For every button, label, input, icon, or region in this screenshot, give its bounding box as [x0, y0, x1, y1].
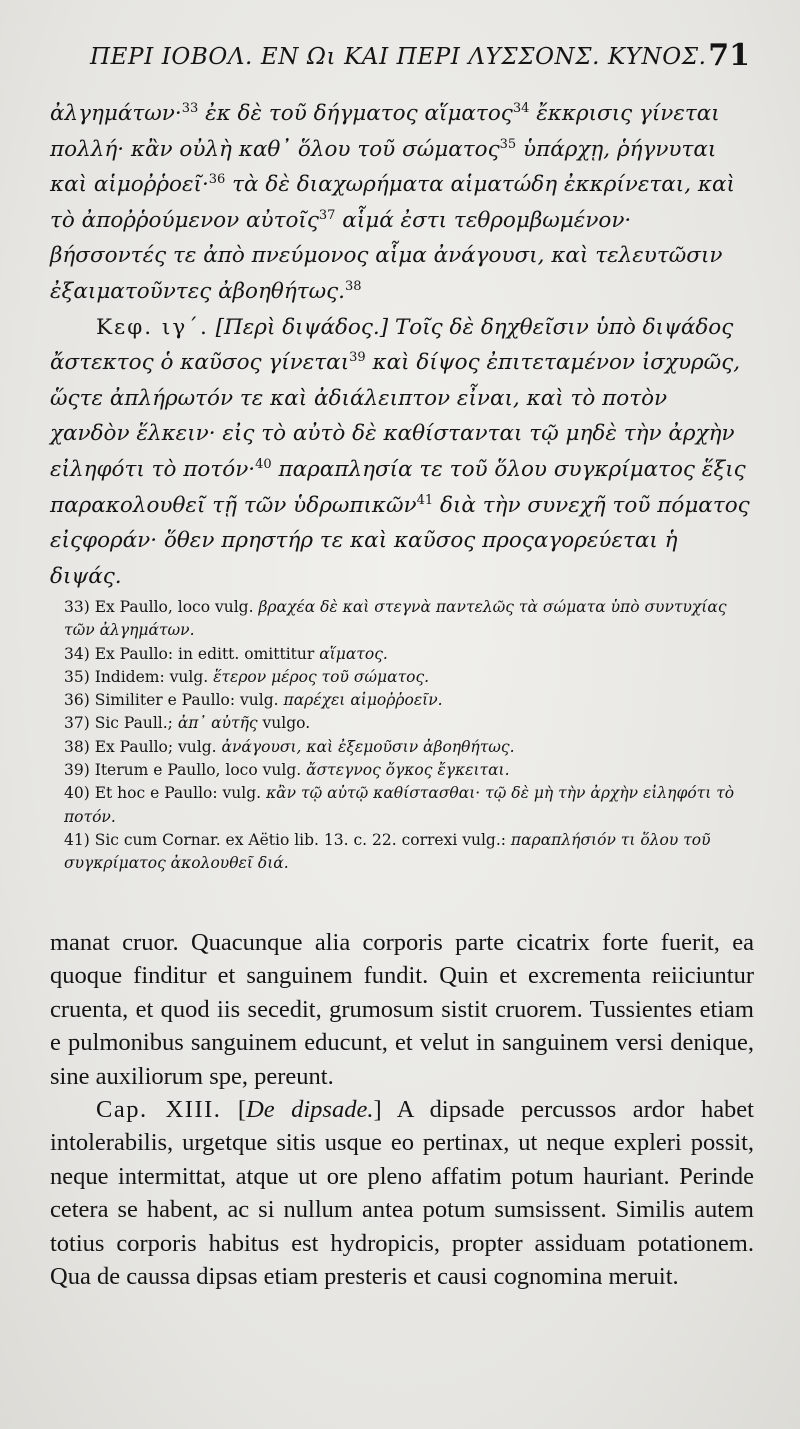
chapter-title-latin: De dipsade. [246, 1096, 374, 1124]
note-latin: 40) Et hoc e Paullo: vulg. [64, 784, 267, 803]
greek-text-run: ὑπάρχῃ, ῥήγνυται καὶ αἱμοῤῥοεῖ· [50, 136, 717, 198]
greek-text-run: [Περὶ διψάδος.] Τοῖς δὲ δηχθεῖσιν ὑπὸ διψάδος ἄστεκτος ὁ καῦσος γίνεται [50, 314, 734, 376]
greek-text-run: καὶ δίψος ἐπιτεταμένον ἰσχυρῶς, ὥςτε ἀπλήρωτόν τε καὶ ἀδιάλειπτον εἶναι, καὶ τὸ ποτὸν χανδὸν ἕλκειν· εἰς τὸ αὐτὸ δὲ καθίστανται τῷ μηδὲ τὴν ἀρχὴν εἰληφότι τὸ ποτόν· [50, 350, 741, 482]
footnote-36 [50, 689, 752, 712]
greek-text-run: ἐκ δὲ τοῦ δήγματος αἵματος [198, 101, 513, 126]
note-latin: 34) Ex Paullo: in editt. omittitur [64, 644, 320, 663]
note-greek: παρέχει αἱμοῤῥοεῖν. [283, 691, 443, 710]
latin-translation [50, 926, 754, 1293]
greek-text-run: παραπλησία τε τοῦ ὅλου συγκρίματος ἕξις παρακολουθεῖ τῇ τῶν ὑδρωπικῶν [50, 456, 746, 518]
greek-text [50, 96, 752, 594]
note-greek: κἂν τῷ αὐτῷ καθίστασθαι· τῷ δὲ μὴ τὴν ἀρχὴν εἰληφότι τὸ ποτόν. [64, 784, 735, 826]
latin-text-run: A dipsade percussos ardor habet intolerabilis, urgetque sitis usque eo pertinax, ut neque expleri possit, neque intermittat, atque ut ore pleno affatim potum hauriant. Perinde cetera se habent, ac si nullum antea potum sumsissent. Similis autem totius corporis habitus est hydropicis, propter assiduam potationem. Qua de caussa dipsas etiam presteris et causi cognomina meruit. [50, 1096, 754, 1291]
greek-text-run: αἷμά ἐστι τεθρομβωμένον· βήσσοντές τε ἀπὸ πνεύμονος αἷμα ἀνάγουσι, καὶ τελευτῶσιν ἐξαιματοῦντες ἀβοηθήτως. [50, 207, 723, 304]
page-number: 71 [708, 38, 750, 73]
note-latin: 41) Sic cum Cornar. ex Aëtio lib. 13. c. 22. correxi vulg.: [64, 830, 511, 849]
note-latin: 36) Similiter e Paullo: vulg. [64, 691, 284, 710]
note-greek: βραχέα δὲ καὶ στεγνὰ παντελῶς τὰ σώματα ὑπὸ συντυχίας τῶν ἀλγημάτων. [64, 598, 727, 640]
note-greek: ἀνάγουσι, καὶ ἐξεμοῦσιν ἀβοηθήτως. [221, 737, 515, 756]
note-latin: 38) Ex Paullo; vulg. [64, 737, 222, 756]
latin-paragraph-2: Cap. XIII. [De dipsade.] A dipsade percussos ardor habet intolerabilis, urgetque sitis usque eo pertinax, ut neque expleri possit, neque intermittat, atque ut ore pleno affatim potum hauriant. Perinde cetera se habent, ac si nullum antea potum sumsissent. Similis autem totius corporis habitus est hydropicis, propter assiduam potationem. Qua de caussa dipsas etiam presteris et causi cognomina meruit. [50, 1096, 754, 1291]
footnote-39 [50, 759, 752, 782]
greek-text-run: ἔκκρισις γίνεται πολλή· κἂν οὐλὴ καθ᾿ ὅλου τοῦ σώματος [50, 101, 720, 162]
greek-text-run: ἀλγημάτων· [50, 101, 182, 126]
footnote-33 [50, 596, 752, 643]
footnote-34 [50, 643, 752, 666]
greek-text-run: τὰ δὲ διαχωρήματα αἱματώδη ἐκκρίνεται, καὶ τὸ ἀποῤῥούμενον αὐτοῖς [50, 172, 735, 233]
footnote-ref-40: 40 [255, 456, 272, 472]
chapter-heading-latin: Cap. XIII. [96, 1096, 222, 1124]
footnote-ref-34: 34 [512, 101, 530, 116]
note-greek: ἀπ᾿ αὐτῆς [177, 714, 258, 733]
note-latin: 39) Iterum e Paullo, loco vulg. [64, 761, 307, 780]
note-greek: παραπλήσιόν τι ὅλου τοῦ συγκρίματος ἀκολουθεῖ διά. [64, 830, 711, 873]
footnote-ref-38: 38 [345, 278, 362, 294]
footnote-ref-35: 35 [499, 136, 517, 152]
greek-text-run: διὰ τὴν συνεχῆ τοῦ πόματος εἰςφοράν· ὅθεν πρηστήρ τε καὶ καῦσος προςαγορεύεται ἡ διψάς. [50, 492, 750, 589]
note-latin: vulgo. [257, 714, 311, 733]
page-header [90, 38, 750, 78]
note-latin: 35) Indidem: vulg. [64, 667, 214, 686]
footnote-ref-36: 36 [208, 172, 226, 188]
note-latin: 33) Ex Paullo, loco vulg. [64, 598, 259, 616]
greek-paragraph-2 [50, 310, 752, 595]
footnote-40 [50, 782, 752, 829]
greek-paragraph-1 [50, 96, 752, 310]
chapter-heading-greek: Κεφ. ιγ΄. [96, 314, 209, 340]
footnote-37 [50, 712, 752, 735]
latin-paragraph-1: manat cruor. Quacunque alia corporis parte cicatrix forte fuerit, ea quoque finditur et sanguinem fundit. Quin et excrementa reiiciuntur cruenta, et quod iis secedit, grumosum sistit cruorem. Tussientes etiam e pulmonibus sanguinem educunt, et velut in sanguinem versi denique, sine auxiliorum spe, pereunt. [50, 929, 754, 1090]
note-greek: αἵματος. [319, 644, 388, 663]
footnote-35 [50, 666, 752, 689]
footnote-38 [50, 736, 752, 759]
footnote-41 [50, 829, 752, 876]
footnote-ref-37: 37 [318, 207, 336, 223]
footnote-ref-33: 33 [181, 101, 199, 116]
note-greek: ἄστεγνος ὄγκος ἔγκειται. [306, 761, 510, 780]
footnote-ref-41: 41 [416, 492, 434, 508]
footnotes [50, 596, 752, 876]
note-greek: ἕτερον μέρος τοῦ σώματος. [213, 667, 430, 686]
footnote-ref-39: 39 [349, 350, 366, 366]
running-title: ΠΕΡΙ ΙΟΒΟΛ. ΕΝ Ωι ΚΑΙ ΠΕΡΙ ΛΥΣΣΟΝΣ. ΚΥΝΟΣ. [90, 44, 707, 70]
note-latin: 37) Sic Paull.; [64, 714, 178, 733]
